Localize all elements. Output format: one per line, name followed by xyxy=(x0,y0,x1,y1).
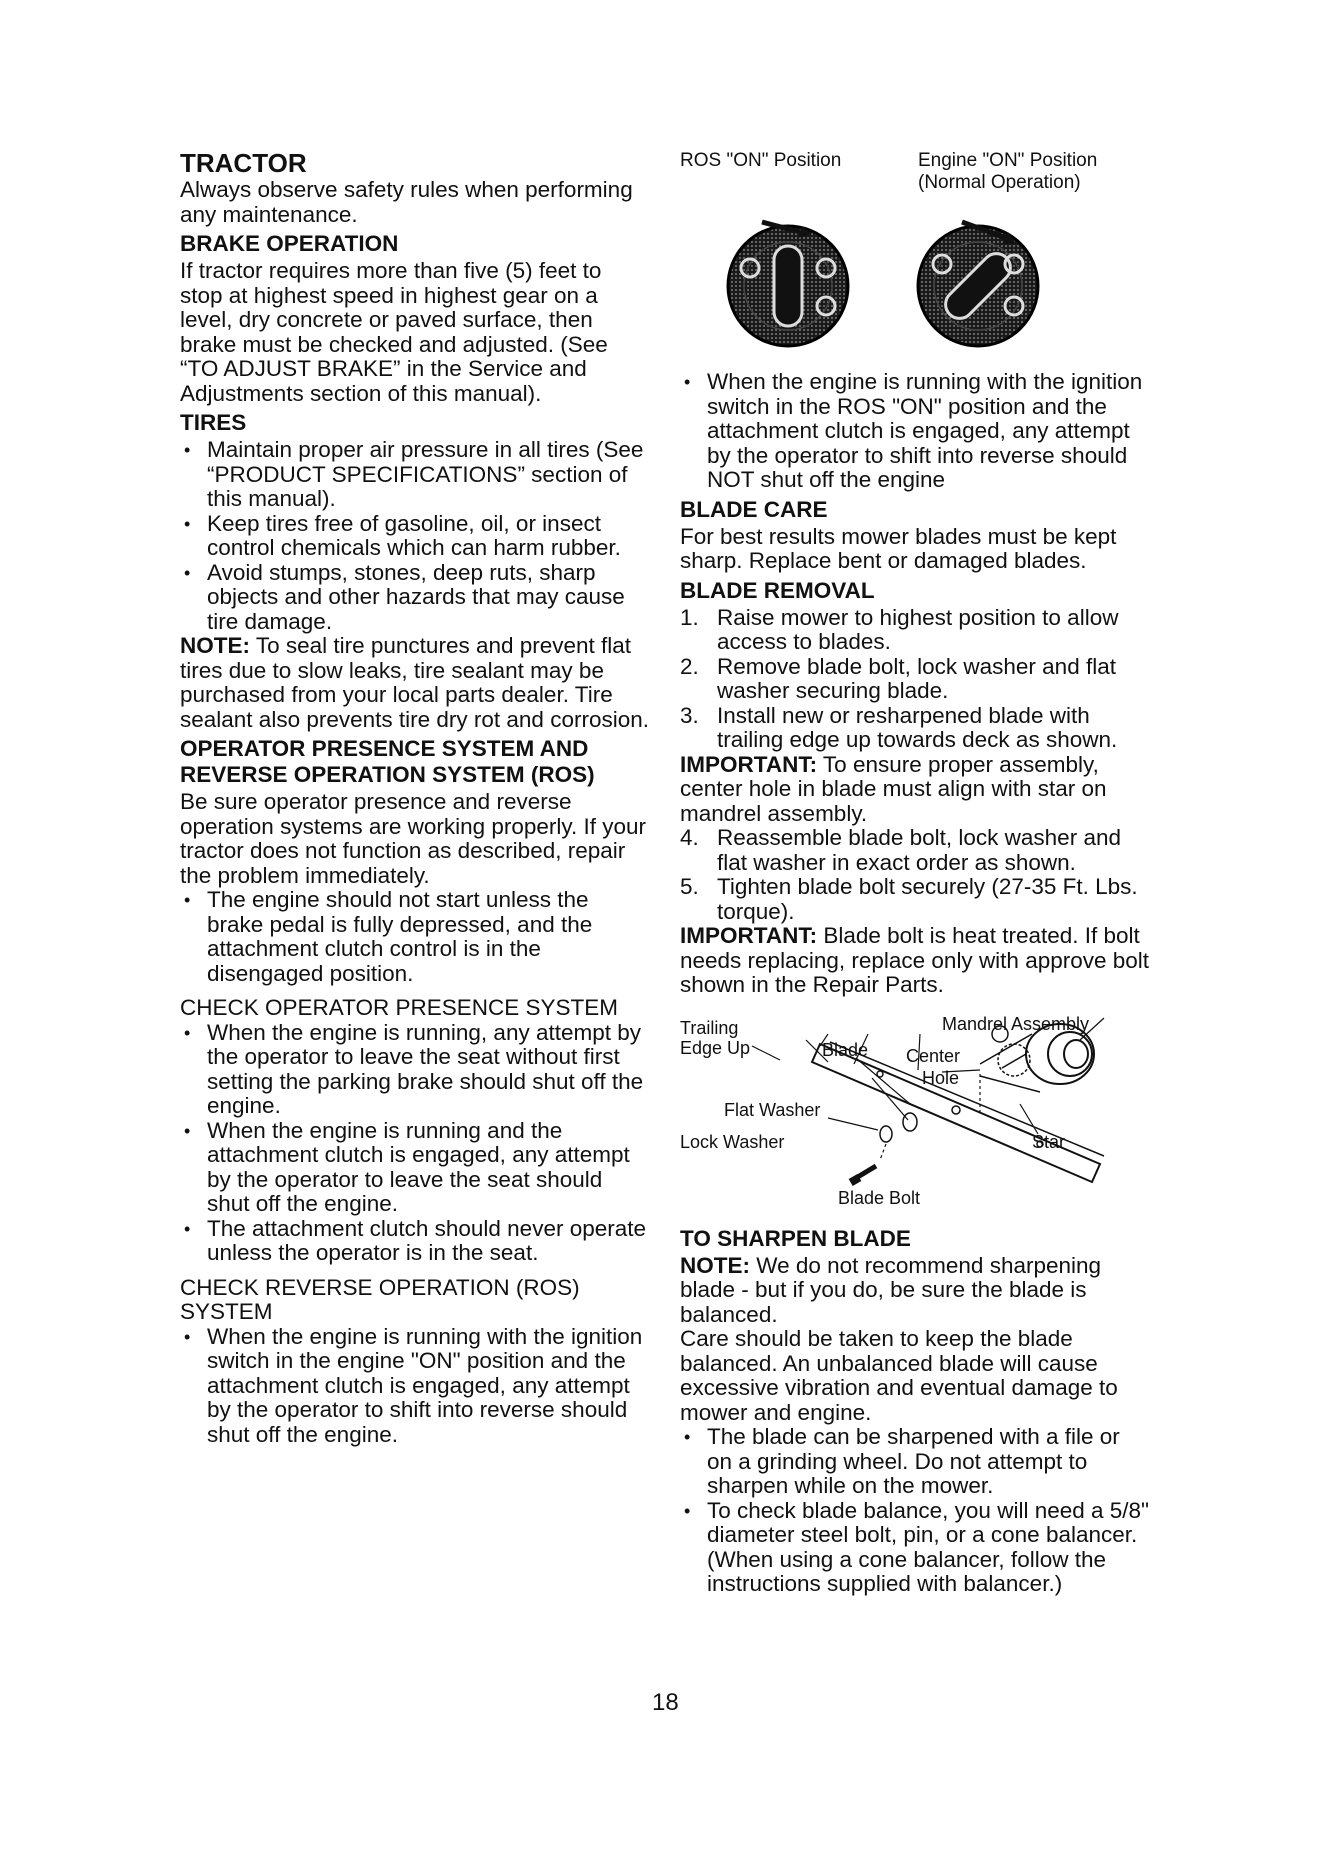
engine-caption xyxy=(918,150,1097,194)
step-text: Raise mower to highest position to allow access to blades. xyxy=(717,604,1119,654)
ros-list xyxy=(680,370,1150,493)
tractor-heading: TRACTOR xyxy=(180,148,307,178)
removal-steps-list-2 xyxy=(680,826,1150,924)
ignition-switch-engine-on-icon xyxy=(912,216,1044,348)
brake-text: If tractor requires more than five (5) feet to stop at highest speed in highest gear on a level, dry concrete or paved surface, then brake must be checked and adjusted. (See “TO ADJUST BRAKE” in the Service and Adjustments section of this manual). xyxy=(180,258,608,406)
check-ops-heading: CHECK OPERATOR PRESENCE SYSTEM xyxy=(180,995,619,1020)
label-hole: Hole xyxy=(922,1067,960,1088)
removal-steps-list xyxy=(680,606,1150,753)
note-text: We do not recommend sharpening blade - but if you do, be sure the blade is balanced. xyxy=(680,1252,1102,1327)
left-column xyxy=(180,148,650,1447)
ignition-figure xyxy=(680,150,1150,370)
label-blade: Blade xyxy=(822,1039,869,1060)
engine-caption-line-1: Engine "ON" Position xyxy=(918,150,1098,171)
step-number: 2. xyxy=(680,653,699,679)
blade-removal-heading: BLADE REMOVAL xyxy=(680,577,875,603)
list-item xyxy=(680,875,1150,924)
list-item: • Keep tires free of gasoline, oil, or insect control chemicals which can harm rubber. xyxy=(180,512,650,561)
important-text: To ensure proper assembly, center hole in blade must align with star on mandrel assembly. xyxy=(680,751,1107,826)
step-number: 4. xyxy=(680,825,699,850)
label-lock-washer: Lock Washer xyxy=(680,1131,785,1152)
label-flat-washer: Flat Washer xyxy=(724,1099,821,1120)
list-item: • The engine should not start unless the brake pedal is fully depressed, and the attachment clutch control is in the disengaged position. xyxy=(180,888,650,986)
list-item: • When the engine is running with the ignition switch in the engine "ON" position and the attachment clutch is engaged, any attempt by the operator to shift into reverse should shut off the engine. xyxy=(180,1325,650,1448)
tires-list xyxy=(180,438,650,634)
step-text: Reassemble blade bolt, lock washer and flat washer in exact order as shown. xyxy=(717,825,1121,875)
list-item xyxy=(680,606,1150,655)
label-mandrel-assembly: Mandrel Assembly xyxy=(942,1013,1090,1034)
list-item: • The attachment clutch should never operate unless the operator is in the seat. xyxy=(180,1217,650,1266)
list-item: • When the engine is running and the attachment clutch is engaged, any attempt by the operator to leave the seat should shut off the engine. xyxy=(180,1119,650,1217)
note-label: NOTE: xyxy=(680,1252,750,1278)
check-ros-heading: CHECK REVERSE OPERATION (ROS) SYSTEM xyxy=(180,1274,580,1324)
ops-list xyxy=(180,888,650,986)
tire-note xyxy=(180,634,650,732)
list-item: • Avoid stumps, stones, deep ruts, sharp objects and other hazards that may cause tire damage. xyxy=(180,561,650,635)
ops-heading: OPERATOR PRESENCE SYSTEM AND REVERSE OPERATION SYSTEM (ROS) xyxy=(180,736,595,787)
step-text: Tighten blade bolt securely (27-35 Ft. Lbs. torque). xyxy=(717,874,1138,924)
check-ros-list xyxy=(180,1325,650,1448)
brake-heading: BRAKE OPERATION xyxy=(180,231,399,256)
important-note-2 xyxy=(680,924,1150,998)
list-item: • The blade can be sharpened with a file or on a grinding wheel. Do not attempt to sharpen while on the mower. xyxy=(680,1425,1150,1499)
important-label: IMPORTANT: xyxy=(680,751,818,777)
label-edge-up: Edge Up xyxy=(680,1037,751,1058)
tractor-intro: Always observe safety rules when performing any maintenance. xyxy=(180,177,633,227)
ops-text: Be sure operator presence and reverse operation systems are working properly. If your tractor does not function as described, repair the problem immediately. xyxy=(180,789,647,888)
step-text: Install new or resharpened blade with trailing edge up towards deck as shown. xyxy=(717,702,1118,752)
label-center: Center xyxy=(906,1045,961,1066)
list-item: • When the engine is running, any attempt by the operator to leave the seat without first setting the parking brake should shut off the engine. xyxy=(180,1021,650,1119)
engine-caption-line-2: (Normal Operation) xyxy=(918,172,1081,193)
step-text: Remove blade bolt, lock washer and flat washer securing blade. xyxy=(717,653,1116,703)
list-item xyxy=(680,826,1150,875)
important-label: IMPORTANT: xyxy=(680,923,818,948)
page-number: 18 xyxy=(652,1689,679,1716)
list-item: • To check blade balance, you will need a 5/8" diameter steel bolt, pin, or a cone balancer. (When using a cone balancer, follow the instructions supplied with balancer.) xyxy=(680,1499,1150,1597)
ignition-switch-ros-icon xyxy=(722,216,854,348)
important-text: Blade bolt is heat treated. If bolt needs replacing, replace only with approve bolt shown in the Repair Parts. xyxy=(680,923,1150,997)
tires-heading: TIRES xyxy=(180,410,247,435)
label-trailing: Trailing xyxy=(680,1017,739,1038)
sharpen-list xyxy=(680,1425,1150,1597)
blade-care-text: For best results mower blades must be kept sharp. Replace bent or damaged blades. xyxy=(680,523,1117,573)
sharpen-note xyxy=(680,1254,1150,1328)
list-item xyxy=(680,655,1150,704)
blade-assembly-diagram xyxy=(680,1004,1150,1222)
list-item xyxy=(680,704,1150,753)
right-column xyxy=(680,150,1150,1597)
ros-caption: ROS "ON" Position xyxy=(680,150,842,171)
note-text: To seal tire punctures and prevent flat tires due to slow leaks, tire sealant may be purchased from your local parts dealer. Tire sealant also prevents tire dry rot and corrosion. xyxy=(180,633,649,732)
blade-care-heading: BLADE CARE xyxy=(680,496,828,522)
step-number: 5. xyxy=(680,874,699,899)
list-item: • When the engine is running with the ignition switch in the ROS "ON" position and the attachment clutch is engaged, any attempt by the operator to shift into reverse should NOT shut off the engine xyxy=(680,370,1150,493)
step-number: 1. xyxy=(680,604,699,630)
list-item: • Maintain proper air pressure in all tires (See “PRODUCT SPECIFICATIONS” section of this manual). xyxy=(180,438,650,512)
important-note-1 xyxy=(680,753,1150,827)
check-ops-list xyxy=(180,1021,650,1266)
label-blade-bolt: Blade Bolt xyxy=(838,1187,921,1208)
note-label: NOTE: xyxy=(180,633,250,658)
step-number: 3. xyxy=(680,702,699,728)
label-star: Star xyxy=(1032,1131,1066,1152)
sharpen-heading: TO SHARPEN BLADE xyxy=(680,1225,911,1251)
care-text: Care should be taken to keep the blade balanced. An unbalanced blade will cause excessive vibration and eventual damage to mower and engine. xyxy=(680,1326,1118,1425)
